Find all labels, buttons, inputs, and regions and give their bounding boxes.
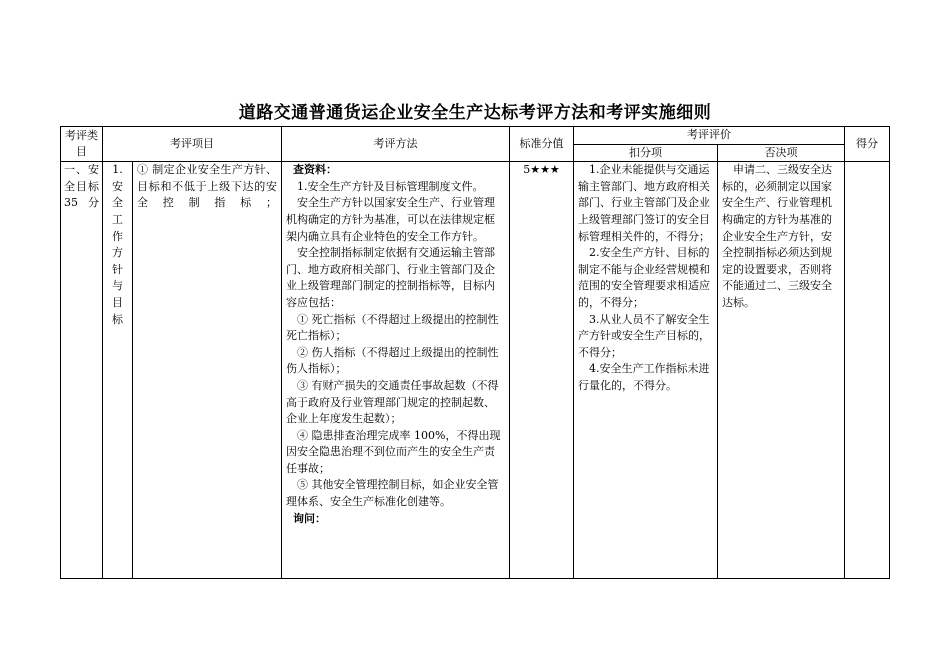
veto-cell xyxy=(718,162,845,579)
deduct-line: 3.从业人员不了解安全生产方针或安全生产目标的，不得分； xyxy=(578,312,710,359)
method-check-title: 查资料： xyxy=(293,163,337,177)
sub-item-char: 工 xyxy=(112,212,123,226)
header-result: 得分 xyxy=(845,127,890,162)
category-cell: 一、安全目标35分 xyxy=(61,162,103,579)
veto-text: 申请二、三级安全达标的，必须制定以国家安全生产、行业管理机构确定的方针为基准的企业安全生产方针，安全控制指标必须达到规定的设置要求，否则将不能通过二、三级安全达标。 xyxy=(722,163,832,309)
method-line: ② 伤人指标（不得超过上级提出的控制性伤人指标）； xyxy=(286,345,499,376)
sub-item-char: 目 xyxy=(112,295,123,309)
header-deduct: 扣分项 xyxy=(574,144,718,162)
sub-item-char: 方 xyxy=(112,246,123,260)
header-score: 标准分值 xyxy=(510,127,574,162)
deduct-line: 1.企业未能提供与交通运输主管部门、地方政府相关部门、行业主管部门及企业上级管理部门签订的安全目标管理相关件的，不得分； xyxy=(578,163,710,243)
method-line: 安全生产方针以国家安全生产、行业管理机构确定的方针为基准，可以在法律规定框架内确立具有企业特色的安全工作方针。 xyxy=(286,196,495,243)
method-line: ④ 隐患排查治理完成率 100%，不得出现因安全隐患治理不到位而产生的安全生产责任事故； xyxy=(286,428,501,475)
evaluation-table xyxy=(60,126,890,579)
sub-item-cell xyxy=(103,162,133,579)
deduct-line: 4.安全生产工作指标未进行量化的，不得分。 xyxy=(578,362,710,392)
header-method: 考评方法 xyxy=(282,127,510,162)
method-line: ⑤ 其他安全管理控制目标，如企业安全管理体系、安全生产标准化创建等。 xyxy=(286,478,499,509)
sub-item-char: 安 xyxy=(112,179,123,193)
header-evaluation: 考评评价 xyxy=(574,127,845,145)
deduct-line: 2.安全生产方针、目标的制定不能与企业经营规模和范围的安全管理要求相适应的，不得分； xyxy=(578,246,710,309)
item-cell: ① 制定企业安全生产方针、目标和不低于上级下达的安全控制指标； xyxy=(133,162,282,579)
method-ask-title: 询问： xyxy=(293,511,326,525)
page-title: 道路交通普通货运企业安全生产达标考评方法和考评实施细则 xyxy=(238,103,712,123)
sub-item-char: 作 xyxy=(112,229,123,243)
score-cell: 5★★★ xyxy=(510,162,574,579)
method-line: 安全控制指标制定依据有交通运输主管部门、地方政府相关部门、行业主管部门及企业上级管理部门制定的控制指标等，目标内容应包括： xyxy=(286,246,495,309)
header-item: 考评项目 xyxy=(103,127,282,162)
sub-item-char: 标 xyxy=(112,312,123,326)
sub-item-char: 全 xyxy=(112,196,123,210)
table-row xyxy=(61,162,890,579)
result-cell xyxy=(845,162,890,579)
method-cell xyxy=(282,162,510,579)
deduct-cell xyxy=(574,162,718,579)
method-line: ① 死亡指标（不得超过上级提出的控制性死亡指标）； xyxy=(286,312,499,343)
method-line: 1.安全生产方针及目标管理制度文件。 xyxy=(297,179,484,193)
header-category: 考评类目 xyxy=(61,127,103,162)
sub-item-number: 1. xyxy=(112,163,123,177)
sub-item-char: 针 xyxy=(112,262,123,276)
sub-item-char: 与 xyxy=(112,279,123,293)
method-line: ③ 有财产损失的交通责任事故起数（不得高于政府及行业管理部门规定的控制起数、企业上年度发生起数）； xyxy=(286,378,499,426)
header-veto: 否决项 xyxy=(718,144,845,162)
